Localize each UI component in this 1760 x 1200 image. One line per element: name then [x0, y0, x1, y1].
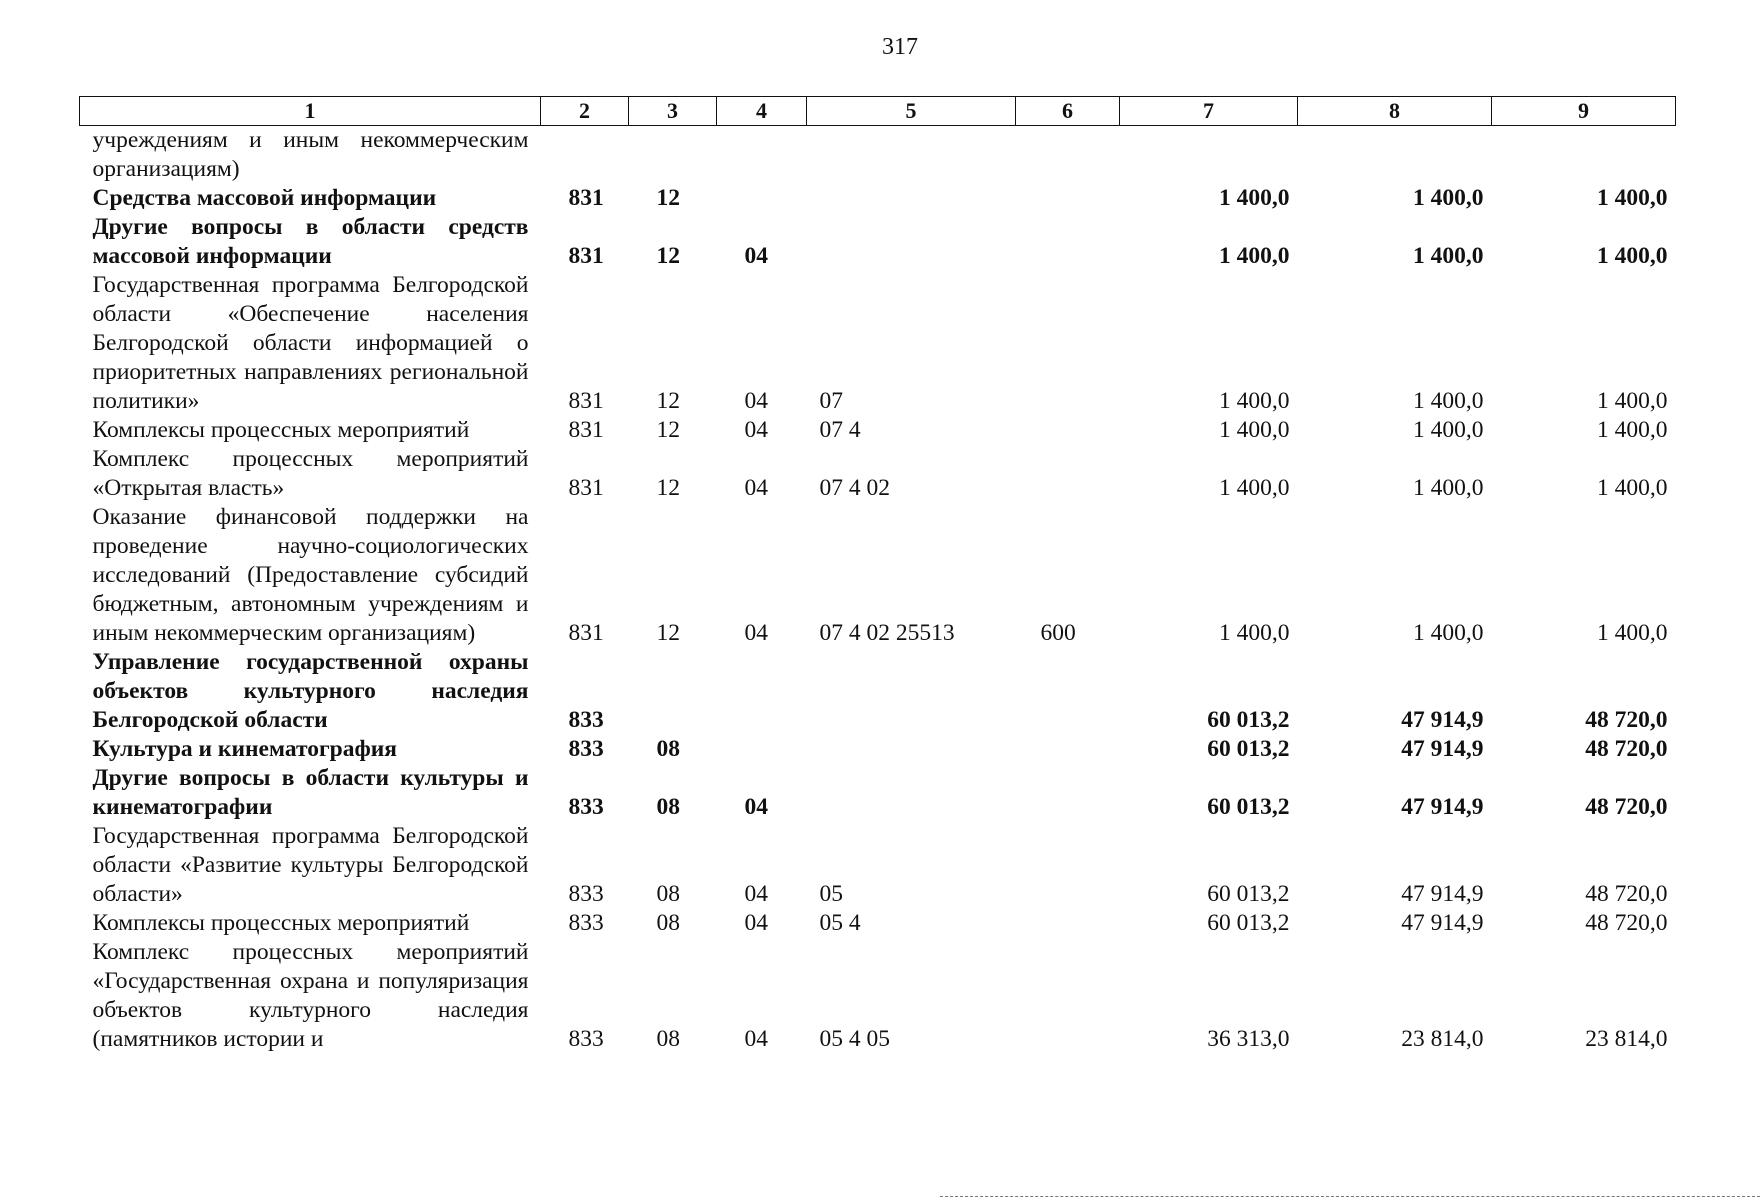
column-header-6: 6 [1016, 97, 1120, 126]
row-subsection-code [717, 126, 807, 185]
row-target-article [807, 213, 1016, 271]
row-section-code [629, 648, 717, 735]
row-expense-type [1016, 909, 1120, 938]
row-expense-type [1016, 735, 1120, 764]
row-target-article [807, 764, 1016, 822]
row-subsection-code: 04 [744, 794, 768, 820]
row-target-article: 05 4 05 [819, 1026, 890, 1052]
table-row [80, 416, 1676, 445]
row-expense-type [1016, 648, 1120, 735]
row-amount-col9: 1 400,0 [1597, 185, 1668, 211]
row-subsection-code: 04 [744, 910, 768, 936]
row-ministry-code: 831 [568, 243, 604, 269]
column-header-8: 8 [1298, 97, 1492, 126]
budget-table [79, 96, 1676, 1054]
table-row [80, 648, 1676, 735]
row-ministry-code: 833 [568, 910, 604, 936]
row-amount-col8: 1 400,0 [1413, 417, 1484, 443]
row-amount-col9: 1 400,0 [1597, 620, 1668, 646]
table-header-row [80, 97, 1676, 126]
row-target-article: 07 [819, 388, 843, 414]
row-name: Другие вопросы в области средств массовой информации [92, 214, 529, 269]
row-ministry-code: 833 [568, 1026, 604, 1052]
row-expense-type [1016, 938, 1120, 1054]
row-amount-col7: 1 400,0 [1219, 388, 1290, 414]
row-amount-col7: 36 313,0 [1207, 1026, 1290, 1052]
row-name: Культура и кинематография [92, 736, 397, 762]
row-amount-col7: 1 400,0 [1219, 243, 1290, 269]
row-ministry-code: 831 [568, 388, 604, 414]
table-row [80, 938, 1676, 1054]
column-header-1: 1 [80, 97, 541, 126]
row-name: Государственная программа Белгородской области «Обеспечение населения Белгородской области информацией о приоритетных направлениях региональной политики» [92, 272, 529, 414]
table-body [80, 126, 1676, 1055]
row-amount-col7: 60 013,2 [1207, 736, 1290, 762]
row-amount-col7: 1 400,0 [1219, 620, 1290, 646]
row-target-article [807, 735, 1016, 764]
row-subsection-code [717, 735, 807, 764]
row-ministry-code: 831 [568, 475, 604, 501]
row-target-article [807, 648, 1016, 735]
row-subsection-code: 04 [744, 475, 768, 501]
page-number: 317 [882, 34, 918, 60]
table-row [80, 126, 1676, 185]
table-row [80, 445, 1676, 503]
row-amount-col7: 60 013,2 [1207, 707, 1290, 733]
row-expense-type [1016, 184, 1120, 213]
row-amount-col9: 48 720,0 [1585, 794, 1668, 820]
row-amount-col7: 1 400,0 [1219, 185, 1290, 211]
bottom-divider [940, 1196, 1760, 1197]
row-target-article [807, 126, 1016, 185]
row-target-article: 07 4 02 [819, 475, 890, 501]
row-amount-col9: 1 400,0 [1597, 417, 1668, 443]
row-expense-type: 600 [1040, 620, 1076, 646]
row-expense-type [1016, 822, 1120, 909]
row-name: Государственная программа Белгородской области «Развитие культуры Белгородской области» [92, 823, 529, 907]
column-header-4: 4 [717, 97, 807, 126]
row-ministry-code: 833 [568, 881, 604, 907]
row-amount-col8: 1 400,0 [1413, 185, 1484, 211]
row-expense-type [1016, 213, 1120, 271]
row-subsection-code [717, 648, 807, 735]
row-target-article [807, 184, 1016, 213]
row-amount-col8: 47 914,9 [1401, 707, 1484, 733]
row-amount-col9: 48 720,0 [1585, 881, 1668, 907]
row-section-code: 08 [656, 1026, 680, 1052]
table-row [80, 503, 1676, 648]
row-amount-col8: 47 914,9 [1401, 794, 1484, 820]
row-amount-col9: 1 400,0 [1597, 475, 1668, 501]
row-ministry-code: 833 [568, 707, 604, 733]
column-header-9: 9 [1492, 97, 1676, 126]
row-expense-type [1016, 764, 1120, 822]
row-section-code: 12 [656, 620, 680, 646]
table-row [80, 822, 1676, 909]
row-subsection-code: 04 [744, 1026, 768, 1052]
row-subsection-code: 04 [744, 243, 768, 269]
row-amount-col9: 48 720,0 [1585, 707, 1668, 733]
row-expense-type [1016, 445, 1120, 503]
column-header-5: 5 [807, 97, 1016, 126]
row-amount-col9: 23 814,0 [1585, 1026, 1668, 1052]
row-amount-col7 [1120, 126, 1298, 185]
table-row [80, 213, 1676, 271]
row-amount-col9: 48 720,0 [1585, 910, 1668, 936]
row-ministry-code: 831 [568, 620, 604, 646]
row-amount-col7: 60 013,2 [1207, 881, 1290, 907]
table-row [80, 184, 1676, 213]
row-ministry-code: 831 [568, 185, 604, 211]
row-subsection-code: 04 [744, 881, 768, 907]
column-header-3: 3 [629, 97, 717, 126]
row-ministry-code: 831 [568, 417, 604, 443]
row-section-code: 12 [656, 417, 680, 443]
row-section-code: 08 [656, 910, 680, 936]
budget-table-sheet [79, 96, 1675, 1054]
row-amount-col7: 1 400,0 [1219, 475, 1290, 501]
row-amount-col8: 1 400,0 [1413, 243, 1484, 269]
row-amount-col8 [1298, 126, 1492, 185]
row-section-code: 12 [656, 185, 680, 211]
row-amount-col8: 47 914,9 [1401, 881, 1484, 907]
row-name: Комплексы процессных мероприятий [92, 417, 470, 443]
row-amount-col7: 1 400,0 [1219, 417, 1290, 443]
row-target-article: 05 [819, 881, 843, 907]
row-amount-col8: 1 400,0 [1413, 388, 1484, 414]
table-row [80, 735, 1676, 764]
row-amount-col8: 1 400,0 [1413, 620, 1484, 646]
row-section-code: 12 [656, 243, 680, 269]
row-target-article: 07 4 02 25513 [819, 620, 955, 646]
row-name: Оказание финансовой поддержки на проведение научно-социологических исследований (Предоставление субсидий бюджетным, автономным учреждениям и иным некоммерческим организациям) [92, 504, 529, 646]
row-expense-type [1016, 271, 1120, 416]
row-name: Комплекс процессных мероприятий «Государственная охрана и популяризация объектов культурного наследия (памятников истории и [92, 939, 529, 1052]
row-ministry-code [541, 126, 629, 185]
row-amount-col9: 1 400,0 [1597, 243, 1668, 269]
row-name: Комплекс процессных мероприятий «Открытая власть» [92, 446, 529, 501]
row-target-article: 07 4 [819, 417, 861, 443]
column-header-2: 2 [541, 97, 629, 126]
row-section-code: 12 [656, 388, 680, 414]
row-amount-col7: 60 013,2 [1207, 794, 1290, 820]
row-ministry-code: 833 [568, 736, 604, 762]
row-amount-col8: 47 914,9 [1401, 910, 1484, 936]
row-amount-col8: 1 400,0 [1413, 475, 1484, 501]
row-subsection-code: 04 [744, 620, 768, 646]
row-subsection-code [717, 184, 807, 213]
row-target-article: 05 4 [819, 910, 861, 936]
row-expense-type [1016, 416, 1120, 445]
row-amount-col9 [1492, 126, 1676, 185]
row-amount-col9: 48 720,0 [1585, 736, 1668, 762]
row-section-code: 08 [656, 881, 680, 907]
row-section-code [629, 126, 717, 185]
row-name: Комплексы процессных мероприятий [92, 910, 470, 936]
row-expense-type [1016, 126, 1120, 185]
row-name: учреждениям и иным некоммерческим организациям) [92, 127, 529, 182]
row-name: Управление государственной охраны объектов культурного наследия Белгородской области [92, 649, 529, 733]
row-section-code: 12 [656, 475, 680, 501]
row-section-code: 08 [656, 794, 680, 820]
row-subsection-code: 04 [744, 388, 768, 414]
table-row [80, 764, 1676, 822]
row-section-code: 08 [656, 736, 680, 762]
row-ministry-code: 833 [568, 794, 604, 820]
row-subsection-code: 04 [744, 417, 768, 443]
row-amount-col9: 1 400,0 [1597, 388, 1668, 414]
row-amount-col8: 47 914,9 [1401, 736, 1484, 762]
table-row [80, 271, 1676, 416]
column-header-7: 7 [1120, 97, 1298, 126]
row-amount-col7: 60 013,2 [1207, 910, 1290, 936]
row-name: Другие вопросы в области культуры и кинематографии [92, 765, 529, 820]
row-name: Средства массовой информации [92, 185, 437, 211]
table-row [80, 909, 1676, 938]
row-amount-col8: 23 814,0 [1401, 1026, 1484, 1052]
